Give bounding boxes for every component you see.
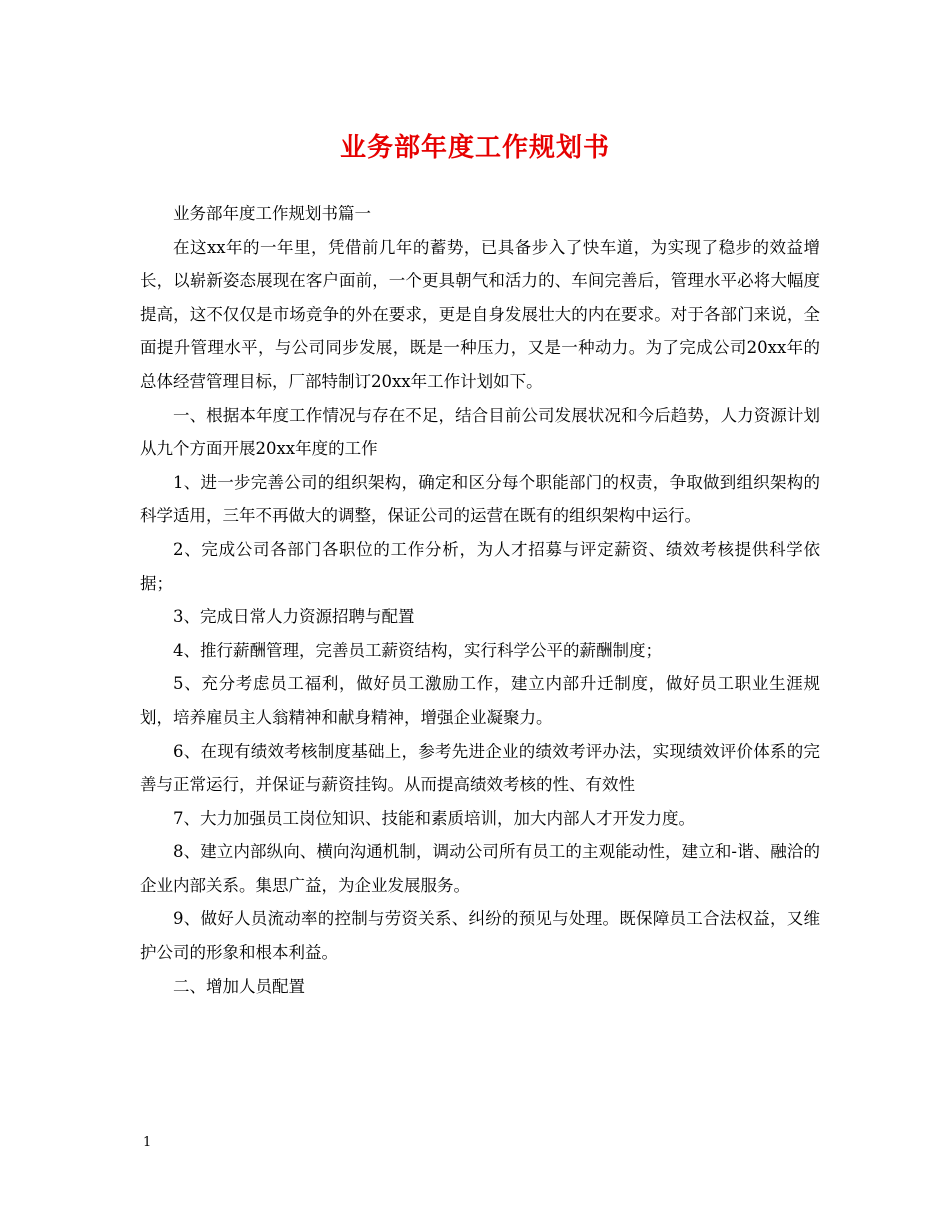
- list-item: 9、做好人员流动率的控制与劳资关系、纠纷的预见与处理。既保障员工合法权益，又维护公司的形象和根本利益。: [140, 909, 820, 963]
- list-item: 4、推行薪酬管理，完善员工薪资结构，实行科学公平的薪酬制度；: [173, 640, 662, 660]
- page-number: 1: [143, 1135, 152, 1150]
- list-item: 7、大力加强员工岗位知识、技能和素质培训，加大内部人才开发力度。: [173, 808, 695, 828]
- list-item: 1、进一步完善公司的组织架构，确定和区分每个职能部门的权责，争取做到组织架构的科学适用，三年不再做大的调整，保证公司的运营在既有的组织架构中运行。: [140, 472, 820, 526]
- section-two-heading: 二、增加人员配置: [173, 976, 305, 996]
- section-heading: 业务部年度工作规划书篇一: [173, 204, 371, 223]
- intro-paragraph: 在这xx年的一年里，凭借前几年的蓄势，已具备步入了快车道，为实现了稳步的效益增长，以崭新姿态展现在客户面前，一个更具朝气和活力的、车间完善后，管理水平必将大幅度提高，这不仅仅是市场竞争的外在要求，更是自身发展壮大的内在要求。对于各部门来说，全面提升管理水平，与公司同步发展，既是一种压力，又是一种动力。为了完成公司20xx年的总体经营管理目标，厂部特制订20xx年工作计划如下。: [140, 237, 820, 391]
- list-item: 2、完成公司各部门各职位的工作分析，为人才招募与评定薪资、绩效考核提供科学依据；: [140, 539, 820, 593]
- document-body: [140, 197, 820, 1003]
- document-title: 业务部年度工作规划书: [339, 133, 610, 163]
- section-one-heading: 一、根据本年度工作情况与存在不足，结合目前公司发展状况和今后趋势，人力资源计划从九个方面开展20xx年度的工作: [140, 405, 820, 459]
- list-item: 6、在现有绩效考核制度基础上，参考先进企业的绩效考评办法，实现绩效评价体系的完善与正常运行，并保证与薪资挂钩。从而提高绩效考核的性、有效性: [140, 741, 820, 795]
- list-item: 3、完成日常人力资源招聘与配置: [173, 607, 415, 627]
- list-item: 8、建立内部纵向、横向沟通机制，调动公司所有员工的主观能动性，建立和-谐、融洽的企业内部关系。集思广益，为企业发展服务。: [140, 842, 820, 895]
- list-item: 5、充分考虑员工福利，做好员工激励工作，建立内部升迁制度，做好员工职业生涯规划，培养雇员主人翁精神和献身精神，增强企业凝聚力。: [140, 674, 820, 727]
